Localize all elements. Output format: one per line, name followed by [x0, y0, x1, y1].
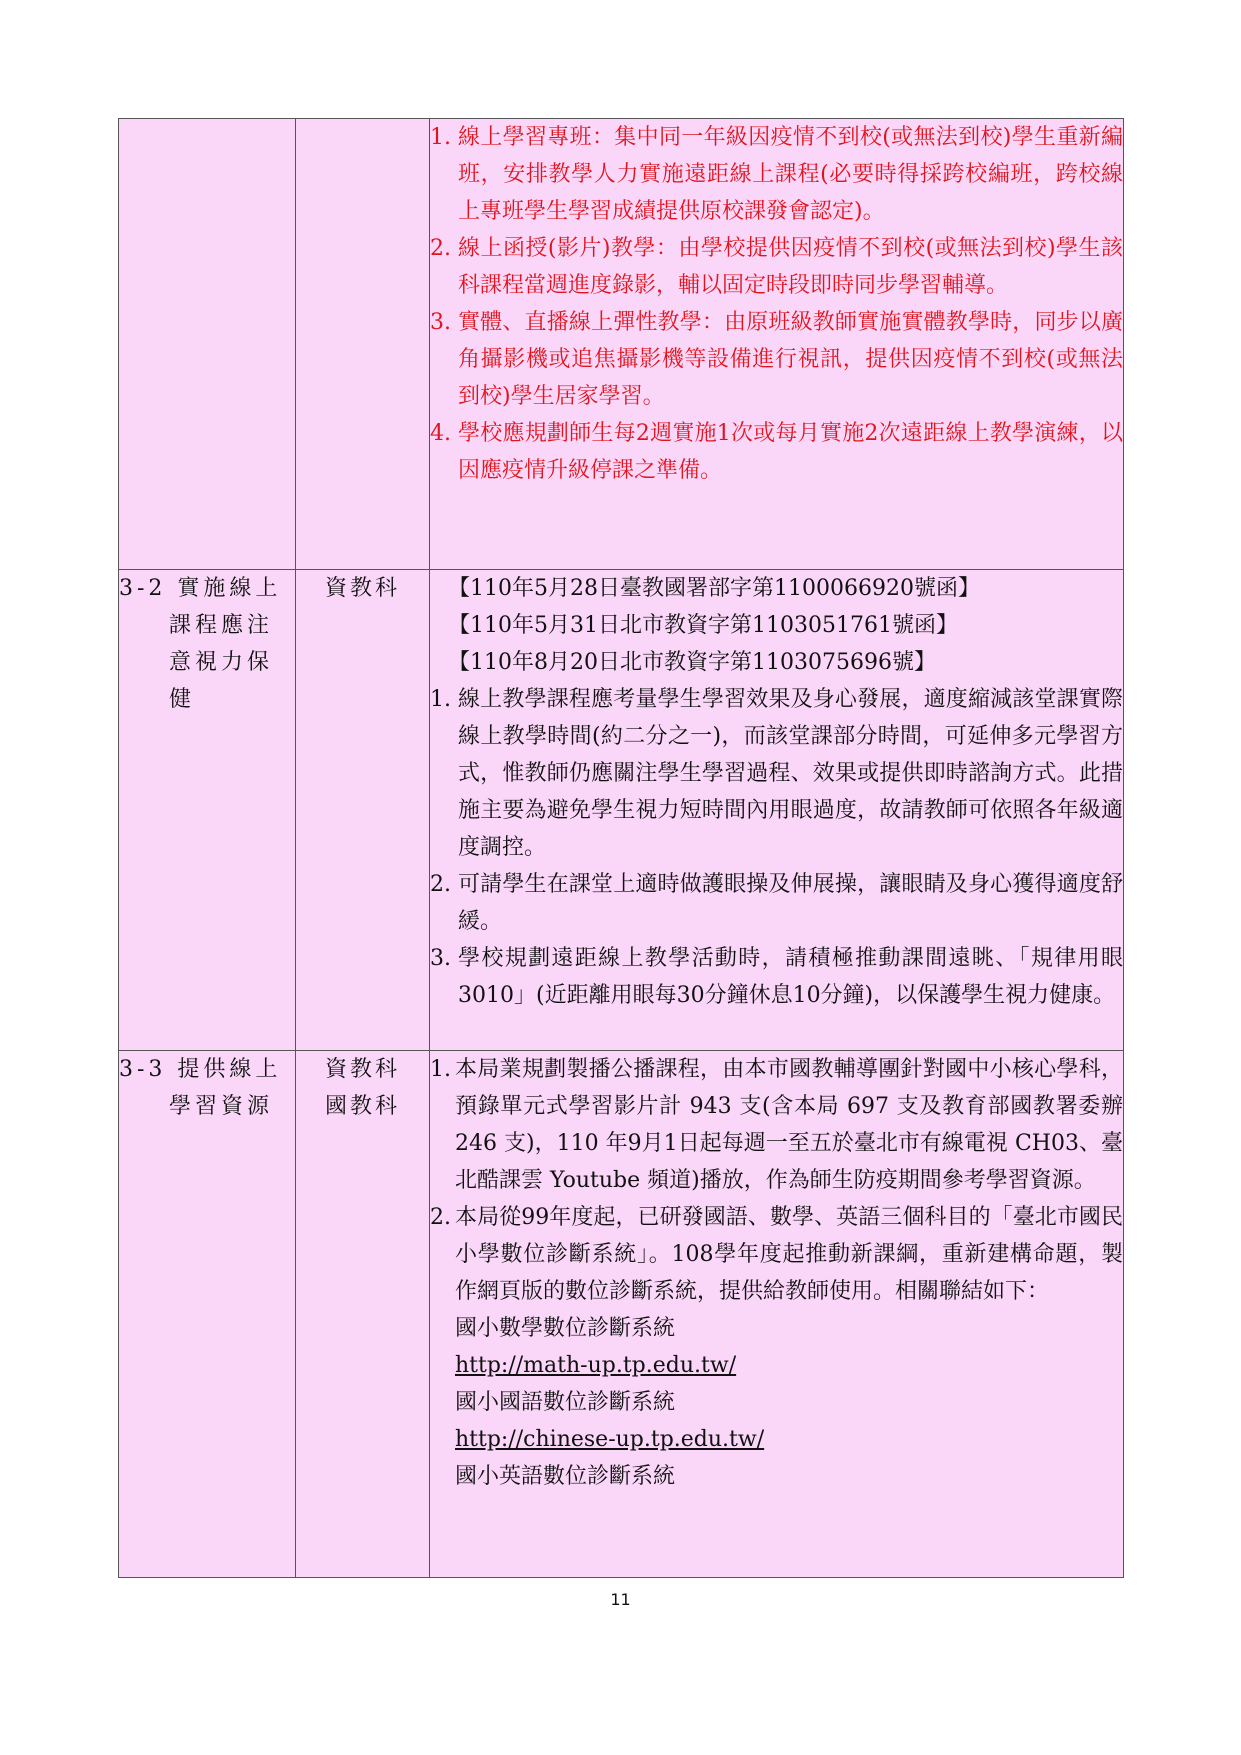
content-cell — [430, 1051, 1124, 1578]
math-diagnosis-link[interactable]: http://math-up.tp.edu.tw/ — [455, 1353, 737, 1378]
list-item — [430, 866, 1123, 940]
document-reference: 【110年5月31日北市教資字第1103051761號函】 — [448, 613, 958, 638]
item-number: 2. — [430, 872, 451, 897]
document-reference: 【110年5月28日臺教國署部字第1100066920號函】 — [448, 576, 980, 601]
item-number: 3. — [430, 946, 451, 971]
list-item — [430, 1051, 1123, 1199]
office-label: 國教科 — [324, 1094, 400, 1119]
list-item — [430, 940, 1123, 1014]
item-text: 本局從99年度起，已研發國語、數學、英語三個科目的「臺北市國民小學數位診斷系統」。108學年度起推動新課綱，重新建構命題，製作網頁版的數位診斷系統，提供給教師使用。相關聯結如下： — [455, 1205, 1123, 1304]
item-text: 實體、直播線上彈性教學：由原班級教師實施實體教學時，同步以廣角攝影機或追焦攝影機等設備進行視訊，提供因疫情不到校(或無法到校)學生居家學習。 — [458, 310, 1123, 409]
item-number: 4. — [430, 421, 451, 446]
table-row — [119, 119, 1124, 570]
link-label: 國小數學數位診斷系統 — [455, 1316, 676, 1341]
list-item — [430, 1199, 1123, 1495]
list-item — [430, 230, 1123, 304]
document-reference: 【110年8月20日北市教資字第1103075696號】 — [448, 650, 936, 675]
office-cell — [296, 570, 430, 1051]
link-label: 國小英語數位診斷系統 — [455, 1464, 676, 1489]
item-number: 1. — [430, 687, 451, 712]
page-number: 11 — [610, 1590, 631, 1609]
item-cell — [119, 119, 296, 570]
list-item — [430, 681, 1123, 866]
content-cell — [430, 119, 1124, 570]
link-label: 國小國語數位診斷系統 — [455, 1390, 676, 1415]
office-label: 資教科 — [324, 1057, 400, 1082]
item-number: 1. — [430, 1057, 451, 1082]
item-label: 課程應注 — [169, 613, 274, 638]
item-text: 本局業規劃製播公播課程，由本市國教輔導團針對國中小核心學科，預錄單元式學習影片計 943 支(含本局 697 支及教育部國教署委辦 246 支)，110 年9月1日起每週一至五於臺北市有線電視 CH03、臺北酷課雲 Youtube 頻道)播放，作為師生防疫期間參考學習資源。 — [455, 1057, 1123, 1193]
table-row — [119, 570, 1124, 1051]
item-label: 3-2 實施線上 — [119, 576, 282, 601]
list-item — [430, 304, 1123, 415]
measures-table — [118, 118, 1124, 1578]
office-cell — [296, 119, 430, 570]
item-cell — [119, 1051, 296, 1578]
list-item — [430, 415, 1123, 489]
item-number: 2. — [430, 236, 451, 261]
item-number: 1. — [430, 125, 451, 150]
list-item — [430, 119, 1123, 230]
content-cell — [430, 570, 1124, 1051]
item-text: 可請學生在課堂上適時做護眼操及伸展操，讓眼睛及身心獲得適度舒緩。 — [458, 872, 1123, 934]
item-number: 2. — [430, 1205, 451, 1230]
table-row — [119, 1051, 1124, 1578]
office-label: 資教科 — [324, 576, 400, 601]
item-text: 線上函授(影片)教學：由學校提供因疫情不到校(或無法到校)學生該科課程當週進度錄影，輔以固定時段即時同步學習輔導。 — [458, 236, 1123, 298]
item-text: 線上教學課程應考量學生學習效果及身心發展，適度縮減該堂課實際線上教學時間(約二分之一)，而該堂課部分時間，可延伸多元學習方式，惟教師仍應關注學生學習過程、效果或提供即時諮詢方式。此措施主要為避免學生視力短時間內用眼過度，故請教師可依照各年級適度調控。 — [458, 687, 1123, 860]
item-text: 線上學習專班：集中同一年級因疫情不到校(或無法到校)學生重新編班，安排教學人力實施遠距線上課程(必要時得採跨校編班，跨校線上專班學生學習成績提供原校課發會認定)。 — [458, 125, 1123, 224]
item-label: 意視力保 — [169, 650, 274, 675]
item-label: 3-3 提供線上 — [119, 1057, 282, 1082]
item-number: 3. — [430, 310, 451, 335]
item-text: 學校應規劃師生每2週實施1次或每月實施2次遠距線上教學演練，以因應疫情升級停課之準備。 — [458, 421, 1123, 483]
item-label: 健 — [169, 687, 196, 712]
item-cell — [119, 570, 296, 1051]
office-cell — [296, 1051, 430, 1578]
chinese-diagnosis-link[interactable]: http://chinese-up.tp.edu.tw/ — [455, 1427, 765, 1452]
item-label: 學習資源 — [169, 1094, 274, 1119]
item-text: 學校規劃遠距線上教學活動時，請積極推動課間遠眺、「規律用眼 3010」(近距離用眼每30分鐘休息10分鐘)，以保護學生視力健康。 — [458, 946, 1123, 1008]
